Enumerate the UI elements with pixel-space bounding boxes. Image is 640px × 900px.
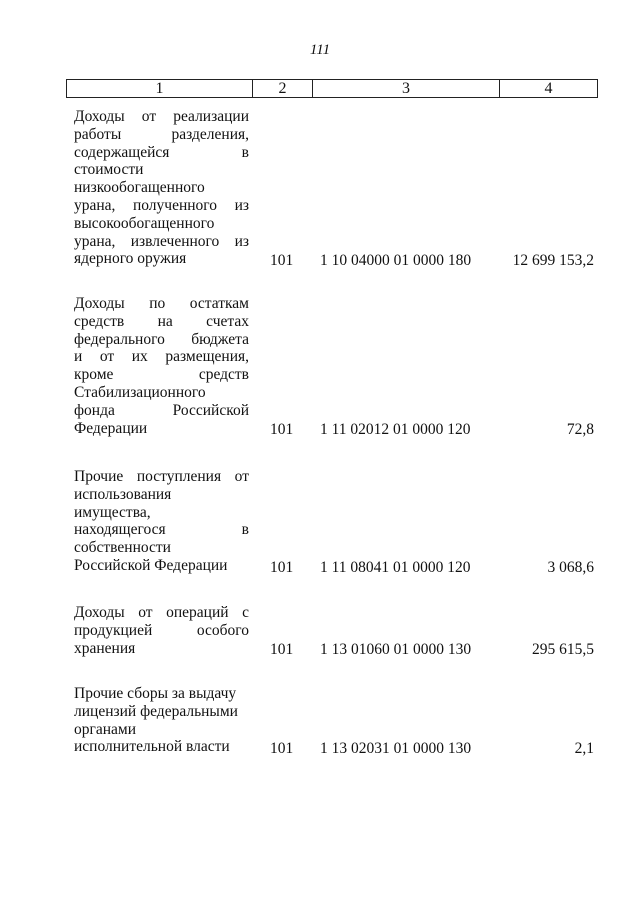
description-line: Доходы от операций с (74, 604, 249, 621)
description-line: содержащейся в (74, 143, 249, 161)
description-line: Доходы от реализации (74, 108, 249, 125)
description-line: Стабилизационного (74, 383, 206, 401)
column-header-4: 4 (544, 80, 553, 97)
table-row (74, 685, 594, 758)
description-line: имущества, (74, 503, 151, 521)
row-values (74, 556, 594, 577)
amount-value: 72,8 (566, 421, 594, 438)
amount-value: 2,1 (574, 740, 594, 757)
column-header-2: 2 (253, 80, 313, 97)
description-line: низкообогащенного (74, 179, 205, 197)
budget-classification-code: 1 10 04000 01 0000 180 (320, 252, 472, 269)
description-line: ядерного оружия (74, 250, 187, 268)
description-line: продукцией особого (74, 621, 249, 639)
budget-classification-code: 1 13 02031 01 0000 130 (320, 740, 472, 757)
description-line: лицензий федеральными (74, 702, 238, 720)
budget-classification-code: 1 11 02012 01 0000 120 (320, 421, 471, 438)
description-line: высокообогащенного (74, 214, 215, 232)
table-row (74, 604, 594, 659)
description-line: исполнительной власти (74, 738, 230, 756)
amount-value: 3 068,6 (547, 559, 594, 576)
description-line: хранения (74, 639, 136, 657)
description-line: собственности (74, 539, 171, 557)
income-description (74, 108, 249, 268)
income-description (74, 295, 249, 437)
description-line: Федерации (74, 419, 148, 437)
table-row (74, 468, 594, 577)
column-header-3: 3 (313, 80, 500, 97)
description-line: кроме средств (74, 366, 249, 384)
budget-classification-code: 1 11 08041 01 0000 120 (320, 559, 471, 576)
admin-code: 101 (270, 421, 294, 438)
page-number: 111 (309, 42, 331, 58)
description-line: Доходы по остаткам (74, 295, 249, 312)
row-values (74, 421, 594, 439)
table-row (74, 108, 594, 270)
row-values (74, 252, 594, 270)
description-line: федерального бюджета (74, 330, 249, 348)
admin-code: 101 (270, 559, 294, 576)
row-values (74, 740, 594, 758)
description-line: урана, извлеченного из (74, 232, 249, 250)
description-line: Российской Федерации (74, 556, 228, 574)
description-line: фонда Российской (74, 401, 249, 419)
description-line: находящегося в (74, 521, 249, 539)
description-line: и от их размещения, (74, 348, 249, 366)
admin-code: 101 (270, 252, 294, 269)
table-header-row (66, 79, 598, 98)
admin-code: 101 (270, 641, 294, 658)
budget-classification-code: 1 13 01060 01 0000 130 (320, 641, 472, 658)
description-line: Прочие поступления от (74, 468, 249, 485)
description-line: использования (74, 485, 172, 503)
description-line: урана, полученного из (74, 196, 249, 214)
amount-value: 295 615,5 (532, 641, 594, 658)
amount-value: 12 699 153,2 (512, 252, 594, 269)
column-header-1: 1 (67, 80, 253, 97)
description-line: стоимости (74, 161, 144, 179)
row-values (74, 641, 594, 659)
description-line: средств на счетах (74, 312, 249, 330)
admin-code: 101 (270, 740, 294, 757)
description-line: работы разделения, (74, 125, 249, 143)
description-line: Прочие сборы за выдачу (74, 685, 237, 702)
description-line: органами (74, 720, 137, 738)
table-row (74, 295, 594, 439)
